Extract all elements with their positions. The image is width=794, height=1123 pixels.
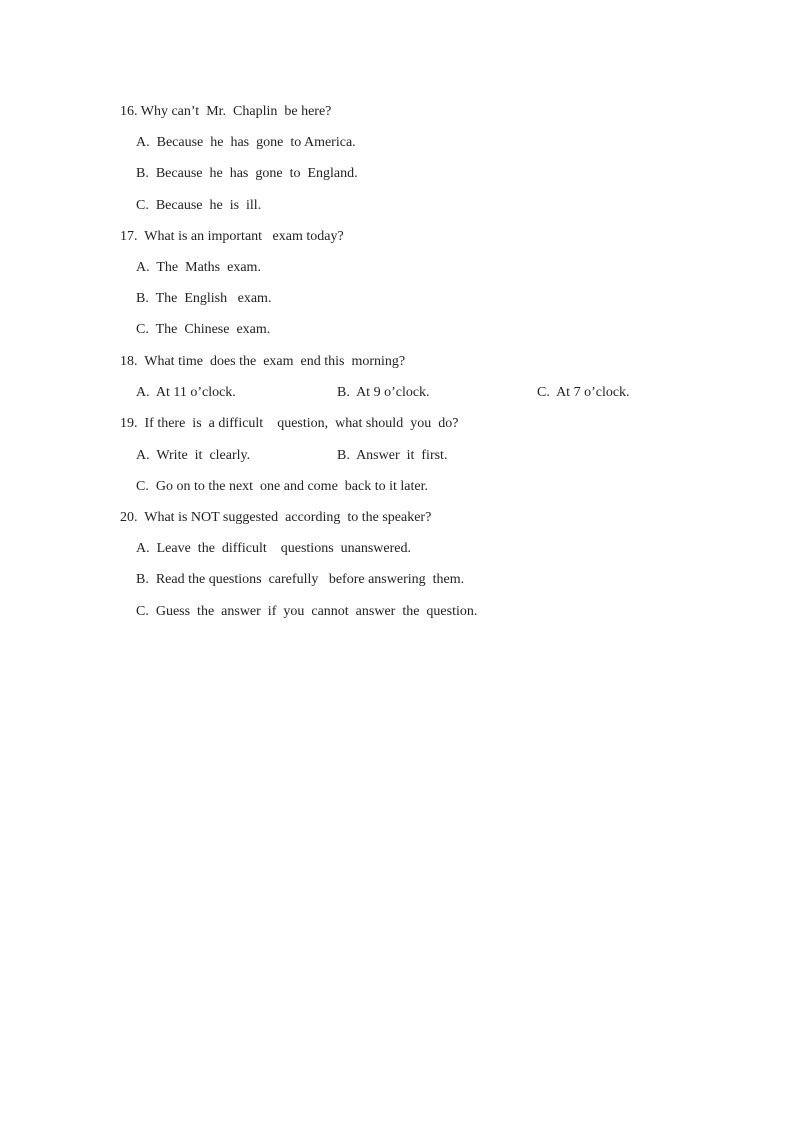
question-18-stem: 18. What time does the exam end this morning? [120, 354, 406, 369]
question-16-option-b: B. Because he has gone to England. [136, 166, 358, 181]
question-17-stem: 17. What is an important exam today? [120, 229, 344, 244]
question-19-option-c: C. Go on to the next one and come back to it later. [136, 479, 428, 494]
question-16-option-c: C. Because he is ill. [136, 198, 262, 213]
question-18-option-a: A. At 11 o’clock. [136, 385, 236, 400]
question-20-option-a: A. Leave the difficult questions unanswered. [136, 541, 412, 556]
question-17-option-a: A. The Maths exam. [136, 260, 261, 275]
question-18-option-b: B. At 9 o’clock. [337, 385, 430, 400]
question-19-option-b: B. Answer it first. [337, 448, 448, 463]
question-16-stem: 16. Why can’t Mr. Chaplin be here? [120, 104, 332, 119]
question-20-option-b: B. Read the questions carefully before answering them. [136, 572, 465, 587]
question-19-option-a: A. Write it clearly. [136, 448, 251, 463]
question-18-option-c: C. At 7 o’clock. [537, 385, 630, 400]
question-20-stem: 20. What is NOT suggested according to the speaker? [120, 510, 432, 525]
question-20-option-c: C. Guess the answer if you cannot answer the question. [136, 604, 478, 619]
question-17-option-c: C. The Chinese exam. [136, 322, 271, 337]
question-17-option-b: B. The English exam. [136, 291, 272, 306]
question-19-stem: 19. If there is a difficult question, what should you do? [120, 416, 459, 431]
question-16-option-a: A. Because he has gone to America. [136, 135, 356, 150]
